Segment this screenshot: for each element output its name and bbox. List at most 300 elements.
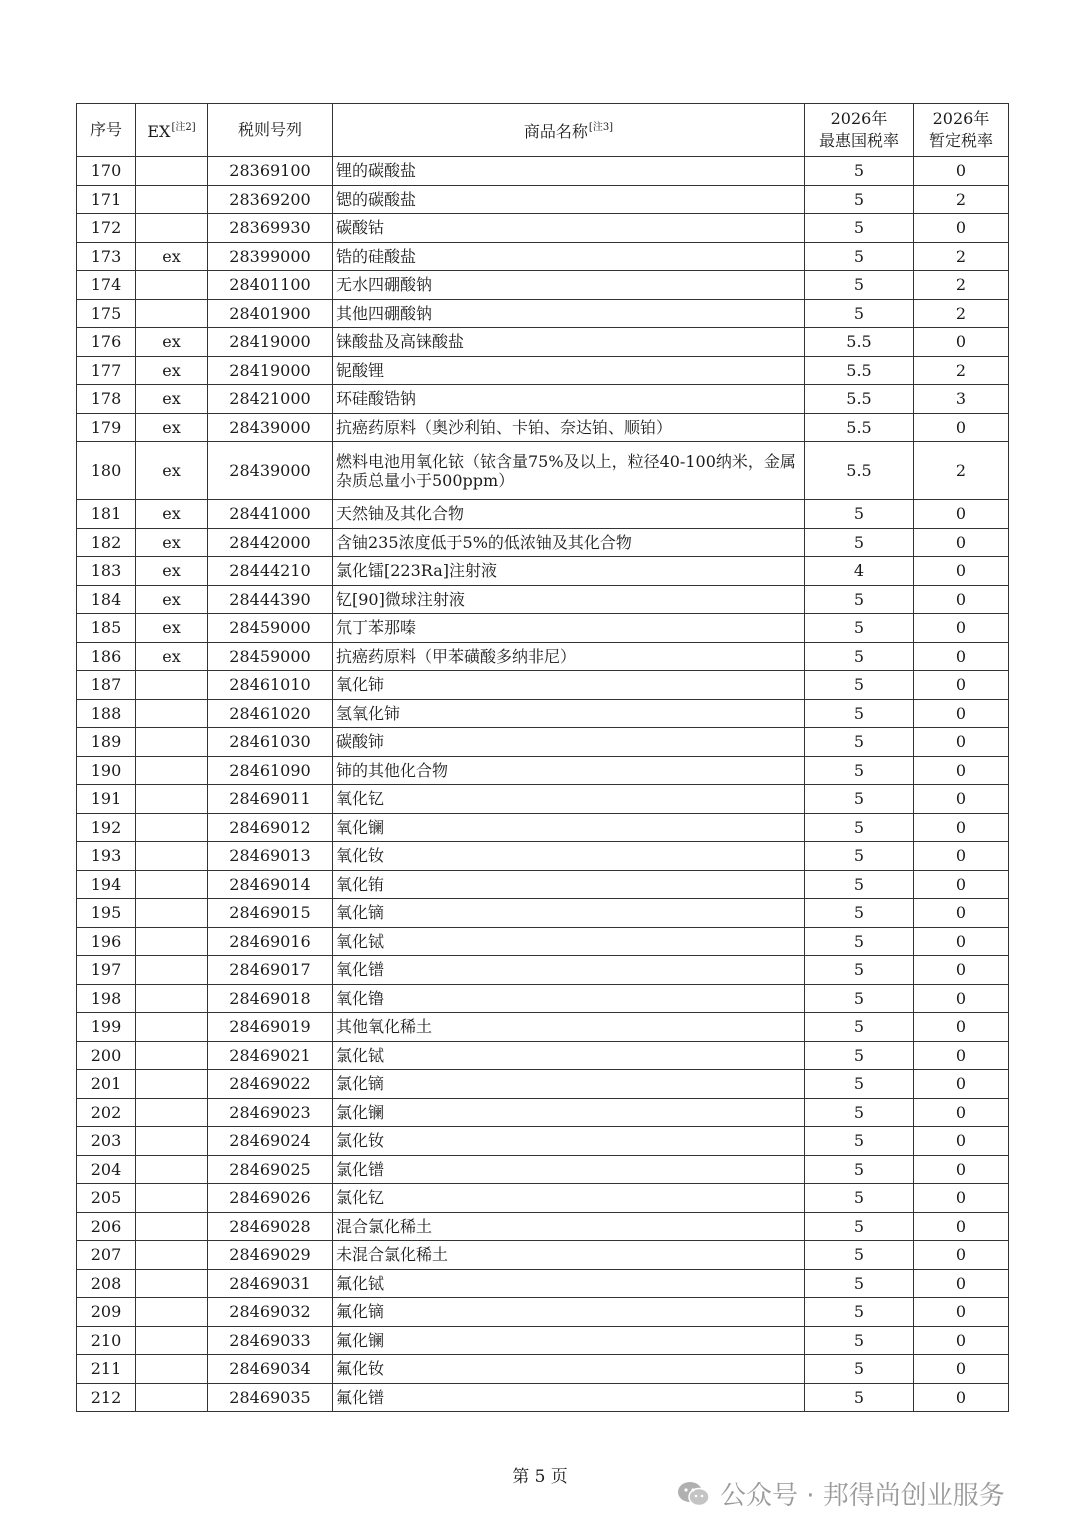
cell-seq: 179 — [77, 413, 136, 442]
cell-seq: 207 — [77, 1241, 136, 1270]
cell-seq: 172 — [77, 214, 136, 243]
cell-mfn-rate: 5 — [805, 699, 914, 728]
cell-ex — [136, 813, 208, 842]
cell-provisional-rate: 0 — [914, 1355, 1009, 1384]
cell-mfn-rate: 5 — [805, 185, 914, 214]
cell-code: 28399000 — [208, 242, 333, 271]
cell-ex — [136, 1298, 208, 1327]
cell-provisional-rate: 0 — [914, 1298, 1009, 1327]
cell-ex: ex — [136, 242, 208, 271]
cell-name: 锂的碳酸盐 — [333, 157, 805, 186]
cell-seq: 198 — [77, 984, 136, 1013]
cell-ex — [136, 214, 208, 243]
cell-mfn-rate: 5.5 — [805, 442, 914, 500]
cell-ex: ex — [136, 328, 208, 357]
watermark-text: 公众号 · 邦得尚创业服务 — [720, 1481, 1005, 1511]
table-row — [77, 785, 1009, 814]
cell-code: 28369930 — [208, 214, 333, 243]
cell-name: 氘丁苯那嗪 — [333, 614, 805, 643]
cell-mfn-rate: 5.5 — [805, 385, 914, 414]
table-row — [77, 1155, 1009, 1184]
table-row — [77, 1070, 1009, 1099]
cell-name: 氟化镝 — [333, 1298, 805, 1327]
cell-provisional-rate: 0 — [914, 157, 1009, 186]
cell-mfn-rate: 5 — [805, 813, 914, 842]
cell-code: 28469029 — [208, 1241, 333, 1270]
cell-name: 氧化镧 — [333, 813, 805, 842]
cell-ex — [136, 984, 208, 1013]
cell-ex — [136, 1326, 208, 1355]
cell-code: 28469032 — [208, 1298, 333, 1327]
cell-provisional-rate: 2 — [914, 185, 1009, 214]
cell-mfn-rate: 5 — [805, 642, 914, 671]
header-ex-label: EX — [147, 122, 171, 141]
cell-provisional-rate: 0 — [914, 927, 1009, 956]
cell-code: 28369200 — [208, 185, 333, 214]
table-row — [77, 585, 1009, 614]
cell-name: 环硅酸锆钠 — [333, 385, 805, 414]
header-seq — [77, 104, 136, 157]
cell-ex: ex — [136, 642, 208, 671]
cell-seq: 181 — [77, 500, 136, 529]
cell-seq: 196 — [77, 927, 136, 956]
table-row — [77, 956, 1009, 985]
cell-mfn-rate: 5 — [805, 271, 914, 300]
cell-name: 氯化铽 — [333, 1041, 805, 1070]
cell-seq: 197 — [77, 956, 136, 985]
table-row — [77, 1013, 1009, 1042]
cell-name: 未混合氯化稀土 — [333, 1241, 805, 1270]
cell-mfn-rate: 5 — [805, 157, 914, 186]
table-row — [77, 271, 1009, 300]
cell-code: 28469026 — [208, 1184, 333, 1213]
cell-seq: 190 — [77, 756, 136, 785]
cell-ex — [136, 1013, 208, 1042]
cell-ex — [136, 185, 208, 214]
cell-ex — [136, 1155, 208, 1184]
cell-mfn-rate: 5 — [805, 785, 914, 814]
cell-code: 28469022 — [208, 1070, 333, 1099]
cell-provisional-rate: 3 — [914, 385, 1009, 414]
cell-ex — [136, 299, 208, 328]
cell-provisional-rate: 0 — [914, 671, 1009, 700]
cell-name: 氟化铽 — [333, 1269, 805, 1298]
wechat-icon — [676, 1480, 712, 1508]
cell-provisional-rate: 0 — [914, 1184, 1009, 1213]
cell-provisional-rate: 2 — [914, 442, 1009, 500]
cell-seq: 176 — [77, 328, 136, 357]
table-row — [77, 699, 1009, 728]
cell-provisional-rate: 0 — [914, 756, 1009, 785]
cell-ex — [136, 956, 208, 985]
cell-seq: 209 — [77, 1298, 136, 1327]
table-row — [77, 1298, 1009, 1327]
cell-mfn-rate: 5 — [805, 984, 914, 1013]
cell-mfn-rate: 5 — [805, 756, 914, 785]
cell-provisional-rate: 2 — [914, 299, 1009, 328]
cell-ex — [136, 157, 208, 186]
table-row — [77, 756, 1009, 785]
cell-name: 抗癌药原料（甲苯磺酸多纳非尼） — [333, 642, 805, 671]
cell-code: 28469023 — [208, 1098, 333, 1127]
page-number: 第 5 页 — [512, 1467, 568, 1487]
cell-name: 钇[90]微球注射液 — [333, 585, 805, 614]
cell-mfn-rate: 5 — [805, 585, 914, 614]
cell-seq: 194 — [77, 870, 136, 899]
table-row — [77, 614, 1009, 643]
cell-name: 氢氧化铈 — [333, 699, 805, 728]
cell-provisional-rate: 0 — [914, 328, 1009, 357]
cell-ex: ex — [136, 385, 208, 414]
cell-code: 28469028 — [208, 1212, 333, 1241]
tariff-table — [76, 103, 1009, 1412]
cell-ex — [136, 1269, 208, 1298]
cell-code: 28461090 — [208, 756, 333, 785]
cell-name: 混合氯化稀土 — [333, 1212, 805, 1241]
cell-code: 28469011 — [208, 785, 333, 814]
cell-provisional-rate: 0 — [914, 1041, 1009, 1070]
cell-name: 氧化镥 — [333, 984, 805, 1013]
cell-provisional-rate: 0 — [914, 1241, 1009, 1270]
table-row — [77, 1355, 1009, 1384]
cell-mfn-rate: 5 — [805, 1184, 914, 1213]
cell-mfn-rate: 5 — [805, 500, 914, 529]
cell-provisional-rate: 0 — [914, 842, 1009, 871]
cell-mfn-rate: 5 — [805, 242, 914, 271]
cell-name: 氯化镝 — [333, 1070, 805, 1099]
cell-name: 氯化镨 — [333, 1155, 805, 1184]
cell-ex: ex — [136, 413, 208, 442]
cell-provisional-rate: 0 — [914, 614, 1009, 643]
cell-ex — [136, 671, 208, 700]
cell-ex: ex — [136, 500, 208, 529]
cell-name: 氧化钇 — [333, 785, 805, 814]
cell-ex — [136, 842, 208, 871]
cell-code: 28439000 — [208, 442, 333, 500]
cell-name: 其他四硼酸钠 — [333, 299, 805, 328]
cell-code: 28444390 — [208, 585, 333, 614]
cell-provisional-rate: 0 — [914, 1127, 1009, 1156]
cell-mfn-rate: 5 — [805, 899, 914, 928]
cell-ex — [136, 1355, 208, 1384]
cell-name: 抗癌药原料（奥沙利铂、卡铂、奈达铂、顺铂） — [333, 413, 805, 442]
cell-seq: 192 — [77, 813, 136, 842]
cell-code: 28461030 — [208, 728, 333, 757]
cell-mfn-rate: 5 — [805, 842, 914, 871]
cell-seq: 195 — [77, 899, 136, 928]
cell-ex — [136, 1184, 208, 1213]
cell-mfn-rate: 5 — [805, 671, 914, 700]
table-row — [77, 728, 1009, 757]
cell-name: 天然铀及其化合物 — [333, 500, 805, 529]
table-row — [77, 671, 1009, 700]
header-name-label: 商品名称 — [523, 122, 588, 141]
table-row — [77, 1127, 1009, 1156]
table-row — [77, 870, 1009, 899]
cell-code: 28469013 — [208, 842, 333, 871]
cell-provisional-rate: 2 — [914, 356, 1009, 385]
cell-provisional-rate: 0 — [914, 557, 1009, 586]
cell-mfn-rate: 5 — [805, 1355, 914, 1384]
table-row — [77, 1241, 1009, 1270]
cell-ex — [136, 1041, 208, 1070]
watermark — [676, 1475, 1005, 1512]
cell-ex: ex — [136, 614, 208, 643]
cell-mfn-rate: 5 — [805, 728, 914, 757]
cell-provisional-rate: 0 — [914, 899, 1009, 928]
cell-name: 燃料电池用氧化铱（铱含量75%及以上，粒径40-100纳米，金属杂质总量小于500ppm） — [333, 442, 805, 500]
cell-code: 28469033 — [208, 1326, 333, 1355]
cell-mfn-rate: 5 — [805, 870, 914, 899]
cell-mfn-rate: 5 — [805, 1269, 914, 1298]
cell-code: 28441000 — [208, 500, 333, 529]
cell-code: 28401900 — [208, 299, 333, 328]
header-ex — [136, 104, 208, 157]
cell-provisional-rate: 0 — [914, 1326, 1009, 1355]
table-row — [77, 813, 1009, 842]
cell-seq: 210 — [77, 1326, 136, 1355]
cell-mfn-rate: 5 — [805, 1013, 914, 1042]
cell-mfn-rate: 5 — [805, 1241, 914, 1270]
cell-seq: 191 — [77, 785, 136, 814]
cell-seq: 180 — [77, 442, 136, 500]
cell-provisional-rate: 0 — [914, 214, 1009, 243]
cell-code: 28469024 — [208, 1127, 333, 1156]
cell-mfn-rate: 5 — [805, 1155, 914, 1184]
cell-seq: 187 — [77, 671, 136, 700]
cell-seq: 189 — [77, 728, 136, 757]
table-row — [77, 1383, 1009, 1412]
cell-mfn-rate: 5 — [805, 1298, 914, 1327]
table-row — [77, 557, 1009, 586]
cell-code: 28469034 — [208, 1355, 333, 1384]
cell-code: 28461020 — [208, 699, 333, 728]
cell-seq: 206 — [77, 1212, 136, 1241]
cell-seq: 170 — [77, 157, 136, 186]
cell-mfn-rate: 5 — [805, 528, 914, 557]
cell-name: 氯化镭[223Ra]注射液 — [333, 557, 805, 586]
cell-provisional-rate: 2 — [914, 271, 1009, 300]
cell-ex — [136, 785, 208, 814]
cell-ex — [136, 1212, 208, 1241]
cell-seq: 171 — [77, 185, 136, 214]
cell-code: 28469012 — [208, 813, 333, 842]
cell-seq: 212 — [77, 1383, 136, 1412]
cell-name: 铼酸盐及高铼酸盐 — [333, 328, 805, 357]
table-row — [77, 157, 1009, 186]
cell-seq: 211 — [77, 1355, 136, 1384]
cell-seq: 182 — [77, 528, 136, 557]
cell-seq: 177 — [77, 356, 136, 385]
cell-name: 氟化镧 — [333, 1326, 805, 1355]
cell-name: 碳酸钴 — [333, 214, 805, 243]
cell-seq: 186 — [77, 642, 136, 671]
cell-name: 氧化钕 — [333, 842, 805, 871]
header-name-note: [注3] — [588, 122, 614, 133]
header-seq-label: 序号 — [89, 120, 122, 139]
cell-ex — [136, 1241, 208, 1270]
cell-mfn-rate: 5 — [805, 614, 914, 643]
cell-provisional-rate: 0 — [914, 785, 1009, 814]
cell-code: 28469035 — [208, 1383, 333, 1412]
cell-seq: 208 — [77, 1269, 136, 1298]
cell-code: 28419000 — [208, 328, 333, 357]
cell-ex: ex — [136, 356, 208, 385]
table-row — [77, 242, 1009, 271]
cell-mfn-rate: 5 — [805, 1326, 914, 1355]
cell-name: 氧化铈 — [333, 671, 805, 700]
cell-seq: 184 — [77, 585, 136, 614]
cell-code: 28444210 — [208, 557, 333, 586]
cell-seq: 178 — [77, 385, 136, 414]
cell-code: 28421000 — [208, 385, 333, 414]
cell-seq: 188 — [77, 699, 136, 728]
cell-seq: 203 — [77, 1127, 136, 1156]
cell-code: 28459000 — [208, 642, 333, 671]
cell-provisional-rate: 0 — [914, 1212, 1009, 1241]
cell-code: 28469025 — [208, 1155, 333, 1184]
table-row — [77, 927, 1009, 956]
cell-mfn-rate: 5.5 — [805, 328, 914, 357]
cell-name: 氟化镨 — [333, 1383, 805, 1412]
cell-seq: 199 — [77, 1013, 136, 1042]
cell-provisional-rate: 0 — [914, 528, 1009, 557]
cell-mfn-rate: 5 — [805, 1041, 914, 1070]
cell-code: 28419000 — [208, 356, 333, 385]
cell-provisional-rate: 0 — [914, 1070, 1009, 1099]
cell-code: 28461010 — [208, 671, 333, 700]
header-name — [333, 104, 805, 157]
cell-seq: 193 — [77, 842, 136, 871]
cell-mfn-rate: 4 — [805, 557, 914, 586]
cell-code: 28469018 — [208, 984, 333, 1013]
cell-mfn-rate: 5 — [805, 299, 914, 328]
cell-name: 铈的其他化合物 — [333, 756, 805, 785]
cell-mfn-rate: 5.5 — [805, 356, 914, 385]
cell-provisional-rate: 0 — [914, 1098, 1009, 1127]
cell-ex: ex — [136, 585, 208, 614]
cell-name: 含铀235浓度低于5%的低浓铀及其化合物 — [333, 528, 805, 557]
cell-name: 氧化镨 — [333, 956, 805, 985]
cell-code: 28469019 — [208, 1013, 333, 1042]
cell-name: 氟化钕 — [333, 1355, 805, 1384]
cell-mfn-rate: 5 — [805, 1383, 914, 1412]
cell-ex: ex — [136, 442, 208, 500]
header-provisional-rate — [914, 104, 1009, 157]
cell-ex — [136, 927, 208, 956]
cell-seq: 174 — [77, 271, 136, 300]
cell-code: 28469021 — [208, 1041, 333, 1070]
cell-name: 其他氧化稀土 — [333, 1013, 805, 1042]
cell-name: 氧化铽 — [333, 927, 805, 956]
cell-name: 氯化钕 — [333, 1127, 805, 1156]
cell-ex: ex — [136, 528, 208, 557]
cell-seq: 202 — [77, 1098, 136, 1127]
table-row — [77, 528, 1009, 557]
cell-mfn-rate: 5.5 — [805, 413, 914, 442]
table-row — [77, 356, 1009, 385]
cell-mfn-rate: 5 — [805, 1127, 914, 1156]
cell-ex — [136, 271, 208, 300]
cell-seq: 201 — [77, 1070, 136, 1099]
cell-name: 氯化钇 — [333, 1184, 805, 1213]
cell-provisional-rate: 0 — [914, 1155, 1009, 1184]
table-row — [77, 500, 1009, 529]
table-row — [77, 214, 1009, 243]
cell-ex — [136, 1070, 208, 1099]
cell-ex — [136, 756, 208, 785]
header-row — [77, 104, 1009, 157]
cell-name: 无水四硼酸钠 — [333, 271, 805, 300]
cell-name: 氧化铕 — [333, 870, 805, 899]
cell-provisional-rate: 0 — [914, 585, 1009, 614]
cell-code: 28469015 — [208, 899, 333, 928]
table-row — [77, 1326, 1009, 1355]
table-row — [77, 984, 1009, 1013]
cell-ex — [136, 699, 208, 728]
cell-name: 氯化镧 — [333, 1098, 805, 1127]
header-mfn-label: 最惠国税率 — [818, 131, 899, 150]
header-code — [208, 104, 333, 157]
cell-seq: 205 — [77, 1184, 136, 1213]
table-header — [77, 104, 1009, 157]
cell-code: 28459000 — [208, 614, 333, 643]
cell-provisional-rate: 0 — [914, 1269, 1009, 1298]
cell-code: 28369100 — [208, 157, 333, 186]
cell-ex — [136, 1383, 208, 1412]
table-row — [77, 899, 1009, 928]
header-mfn-year: 2026年 — [830, 109, 888, 128]
cell-provisional-rate: 0 — [914, 813, 1009, 842]
cell-code: 28401100 — [208, 271, 333, 300]
cell-name: 铌酸锂 — [333, 356, 805, 385]
cell-mfn-rate: 5 — [805, 1098, 914, 1127]
cell-name: 锶的碳酸盐 — [333, 185, 805, 214]
table-row — [77, 1269, 1009, 1298]
cell-provisional-rate: 0 — [914, 642, 1009, 671]
cell-mfn-rate: 5 — [805, 927, 914, 956]
cell-name: 碳酸铈 — [333, 728, 805, 757]
cell-ex: ex — [136, 557, 208, 586]
cell-code: 28469031 — [208, 1269, 333, 1298]
table-row — [77, 1098, 1009, 1127]
header-prov-year: 2026年 — [932, 109, 990, 128]
cell-mfn-rate: 5 — [805, 214, 914, 243]
cell-provisional-rate: 0 — [914, 1013, 1009, 1042]
table-row — [77, 413, 1009, 442]
cell-ex — [136, 1098, 208, 1127]
header-code-label: 税则号列 — [237, 120, 302, 139]
header-prov-label: 暂定税率 — [928, 131, 993, 150]
cell-ex — [136, 899, 208, 928]
cell-seq: 173 — [77, 242, 136, 271]
cell-seq: 200 — [77, 1041, 136, 1070]
cell-provisional-rate: 0 — [914, 1383, 1009, 1412]
cell-code: 28442000 — [208, 528, 333, 557]
cell-seq: 185 — [77, 614, 136, 643]
cell-name: 氧化镝 — [333, 899, 805, 928]
cell-mfn-rate: 5 — [805, 1212, 914, 1241]
cell-ex — [136, 870, 208, 899]
table-row — [77, 385, 1009, 414]
table-row — [77, 442, 1009, 500]
cell-mfn-rate: 5 — [805, 956, 914, 985]
cell-provisional-rate: 0 — [914, 413, 1009, 442]
table-row — [77, 328, 1009, 357]
table-row — [77, 842, 1009, 871]
cell-provisional-rate: 0 — [914, 984, 1009, 1013]
cell-seq: 183 — [77, 557, 136, 586]
